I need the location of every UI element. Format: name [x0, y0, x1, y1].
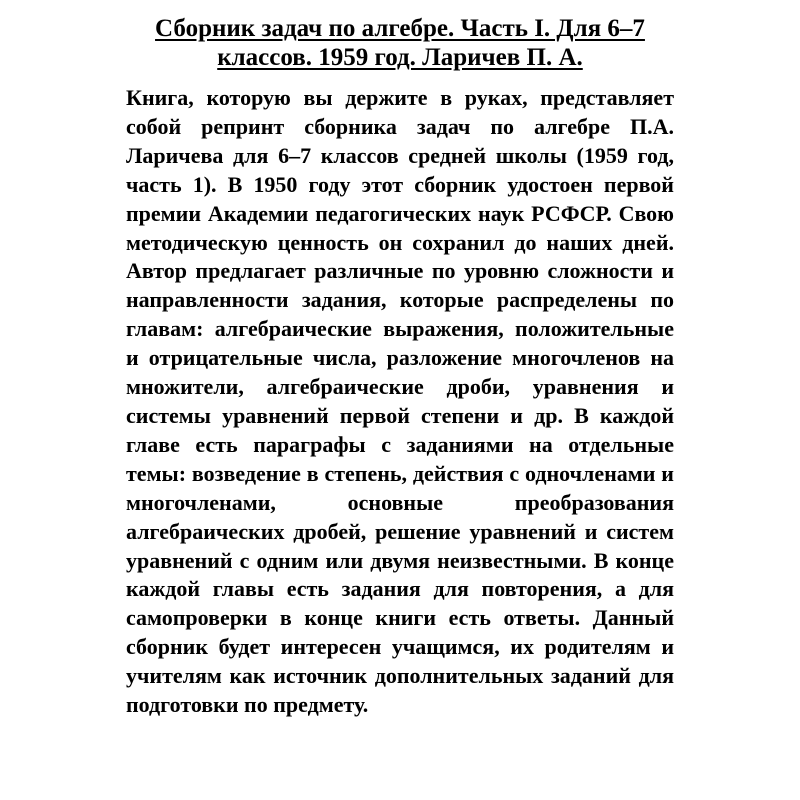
- document-body-paragraph: Книга, которую вы держите в руках, представляет собой репринт сборника задач по алгебре П.А. Ларичева для 6–7 классов средней школы (1959 год, часть 1). В 1950 году этот сборник удостоен первой премии Академии педагогических наук РСФСР. Свою методическую ценность он сохранил до наших дней. Автор предлагает различные по уровню сложности и направленности задания, которые распределены по главам: алгебраические выражения, положительные и отрицательные числа, разложение многочленов на множители, алгебраические дроби, уравнения и системы уравнений первой степени и др. В каждой главе есть параграфы с заданиями на отдельные темы: возведение в степень, действия с одночленами и многочленами, основные преобразования алгебраических дробей, решение уравнений и систем уравнений с одним или двумя неизвестными. В конце каждой главы есть задания для повторения, а для самопроверки в конце книги есть ответы. Данный сборник будет интересен учащимся, их родителям и учителям как источник дополнительных заданий для подготовки по предмету.: [126, 85, 674, 718]
- document-title-line-2: классов. 1959 год. Ларичев П. А.: [217, 44, 583, 71]
- document-title-line-1: Сборник задач по алгебре. Часть I. Для 6–7: [155, 15, 645, 42]
- document-title: [126, 14, 674, 72]
